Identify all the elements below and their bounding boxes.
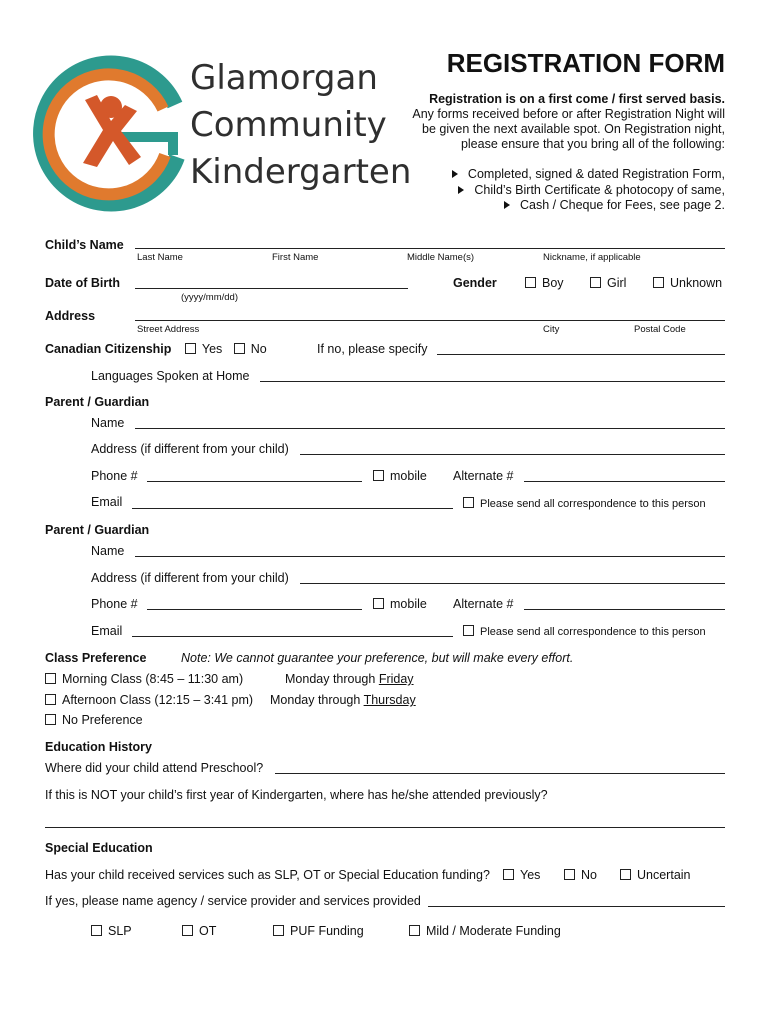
- service-mild-moderate-option[interactable]: Mild / Moderate Funding: [409, 924, 561, 938]
- guardian-2-address-label: Address (if different from your child): [91, 571, 289, 585]
- header-line-1: Registration is on a first come / first served basis.: [429, 92, 725, 106]
- education-history-heading: Education History: [45, 740, 152, 754]
- header-line-4: please ensure that you bring all of the following:: [460, 137, 725, 151]
- guardian-2-alternate-label: Alternate #: [453, 597, 514, 611]
- arrow-bullet-icon: [458, 186, 464, 194]
- special-no-option[interactable]: No: [564, 868, 597, 882]
- service-ot-option[interactable]: OT: [182, 924, 216, 938]
- guardian-1-email-field[interactable]: [132, 508, 453, 509]
- logo-line-3: Kindergarten: [190, 152, 412, 192]
- header-line-3: be given the next available spot. On Registration night,: [422, 122, 725, 136]
- service-slp-option[interactable]: SLP: [91, 924, 132, 938]
- morning-class-days: Monday through Friday: [285, 672, 414, 686]
- arrow-bullet-icon: [504, 201, 510, 209]
- guardian-2-phone-field[interactable]: [147, 609, 362, 610]
- header-line-2: Any forms received before or after Registration Night will: [412, 107, 725, 121]
- checkbox[interactable]: [525, 277, 536, 288]
- class-preference-note: Note: We cannot guarantee your preference, but will make every effort.: [181, 651, 574, 665]
- checkbox[interactable]: [234, 343, 245, 354]
- preschool-field[interactable]: [275, 773, 725, 774]
- checkbox[interactable]: [590, 277, 601, 288]
- special-education-heading: Special Education: [45, 841, 153, 855]
- postal-hint: Postal Code: [634, 324, 686, 335]
- last-name-hint: Last Name: [137, 252, 183, 263]
- guardian-2-email-label: Email: [91, 624, 123, 638]
- address-field[interactable]: [135, 320, 725, 321]
- special-uncertain-option[interactable]: Uncertain: [620, 868, 691, 882]
- guardian-1-alternate-field[interactable]: [524, 481, 725, 482]
- logo-mark-icon: [25, 45, 195, 215]
- gender-girl-option[interactable]: Girl: [590, 276, 626, 290]
- guardian-1-alternate-label: Alternate #: [453, 469, 514, 483]
- gender-boy-option[interactable]: Boy: [525, 276, 564, 290]
- citizenship-yes-option[interactable]: Yes: [185, 342, 222, 356]
- header-notes: [365, 92, 725, 152]
- child-name-label: Child’s Name: [45, 238, 124, 252]
- arrow-bullet-icon: [452, 170, 458, 178]
- citizenship-row: [45, 342, 267, 356]
- preschool-label: Where did your child attend Preschool?: [45, 761, 264, 775]
- afternoon-class-days: Monday through Thursday: [270, 693, 416, 707]
- guardian-1-name-field[interactable]: [135, 428, 725, 429]
- citizenship-label: Canadian Citizenship: [45, 342, 172, 356]
- gender-label: Gender: [453, 276, 497, 290]
- guardian-2-phone-label: Phone #: [91, 597, 138, 611]
- languages-field[interactable]: [260, 381, 725, 382]
- checkbox[interactable]: [45, 694, 56, 705]
- guardian-1-mobile-option[interactable]: mobile: [373, 469, 427, 483]
- class-preference-heading: Class Preference: [45, 651, 147, 665]
- requirements-list: [365, 167, 725, 214]
- citizenship-no-option[interactable]: No: [234, 342, 267, 356]
- checkbox[interactable]: [463, 497, 474, 508]
- dob-field[interactable]: [135, 288, 408, 289]
- logo-line-2: Community: [190, 105, 387, 145]
- previous-kindergarten-field[interactable]: [45, 827, 725, 828]
- afternoon-class-option[interactable]: Afternoon Class (12:15 – 3:41 pm): [45, 693, 253, 707]
- guardian-1-phone-label: Phone #: [91, 469, 138, 483]
- specify-field[interactable]: [437, 354, 725, 355]
- logo: [25, 45, 412, 215]
- guardian-1-phone-field[interactable]: [147, 481, 362, 482]
- checkbox[interactable]: [564, 869, 575, 880]
- checkbox[interactable]: [45, 673, 56, 684]
- checkbox[interactable]: [373, 598, 384, 609]
- requirement-item: Child’s Birth Certificate & photocopy of same,: [365, 183, 725, 199]
- guardian-2-name-label: Name: [91, 544, 125, 558]
- guardian-1-email-label: Email: [91, 495, 123, 509]
- guardian-2-correspondence-option[interactable]: Please send all correspondence to this person: [463, 625, 706, 638]
- no-preference-option[interactable]: No Preference: [45, 713, 143, 727]
- guardian-2-name-field[interactable]: [135, 556, 725, 557]
- guardian-1-name-label: Name: [91, 416, 125, 430]
- checkbox[interactable]: [91, 925, 102, 936]
- guardian-2-email-field[interactable]: [132, 636, 453, 637]
- first-name-hint: First Name: [272, 252, 319, 263]
- special-yes-option[interactable]: Yes: [503, 868, 540, 882]
- agency-label: If yes, please name agency / service provider and services provided: [45, 894, 421, 908]
- guardian-2-mobile-option[interactable]: mobile: [373, 597, 427, 611]
- guardian-1-address-field[interactable]: [300, 454, 725, 455]
- specify-label: If no, please specify: [317, 342, 428, 356]
- nickname-hint: Nickname, if applicable: [543, 252, 641, 263]
- guardian-1-heading: Parent / Guardian: [45, 395, 150, 409]
- checkbox[interactable]: [463, 625, 474, 636]
- dob-label: Date of Birth: [45, 276, 120, 290]
- checkbox[interactable]: [503, 869, 514, 880]
- requirement-item: Completed, signed & dated Registration Form,: [365, 167, 725, 183]
- guardian-2-address-field[interactable]: [300, 583, 725, 584]
- guardian-1-correspondence-option[interactable]: Please send all correspondence to this person: [463, 497, 706, 510]
- requirement-item: Cash / Cheque for Fees, see page 2.: [365, 198, 725, 214]
- street-hint: Street Address: [137, 324, 200, 335]
- middle-name-hint: Middle Name(s): [407, 252, 475, 263]
- address-label: Address: [45, 309, 96, 323]
- agency-field[interactable]: [428, 906, 725, 907]
- morning-class-option[interactable]: Morning Class (8:45 – 11:30 am): [45, 672, 243, 686]
- logo-line-1: Glamorgan: [190, 58, 378, 98]
- dob-hint: (yyyy/mm/dd): [181, 292, 238, 303]
- checkbox[interactable]: [373, 470, 384, 481]
- languages-label: Languages Spoken at Home: [91, 369, 250, 383]
- special-education-question: Has your child received services such as SLP, OT or Special Education funding?: [45, 868, 490, 882]
- guardian-1-address-label: Address (if different from your child): [91, 442, 289, 456]
- previous-kindergarten-label: If this is NOT your child’s first year of Kindergarten, where has he/she attended previously?: [45, 788, 548, 802]
- gender-unknown-option[interactable]: Unknown: [653, 276, 722, 290]
- city-hint: City: [543, 324, 560, 335]
- guardian-2-heading: Parent / Guardian: [45, 523, 150, 537]
- page-title: REGISTRATION FORM: [446, 48, 725, 78]
- checkbox[interactable]: [185, 343, 196, 354]
- checkbox[interactable]: [653, 277, 664, 288]
- service-puf-option[interactable]: PUF Funding: [273, 924, 364, 938]
- checkbox[interactable]: [620, 869, 631, 880]
- guardian-2-alternate-field[interactable]: [524, 609, 725, 610]
- child-name-field[interactable]: [135, 248, 725, 249]
- checkbox[interactable]: [182, 925, 193, 936]
- checkbox[interactable]: [409, 925, 420, 936]
- checkbox[interactable]: [273, 925, 284, 936]
- checkbox[interactable]: [45, 714, 56, 725]
